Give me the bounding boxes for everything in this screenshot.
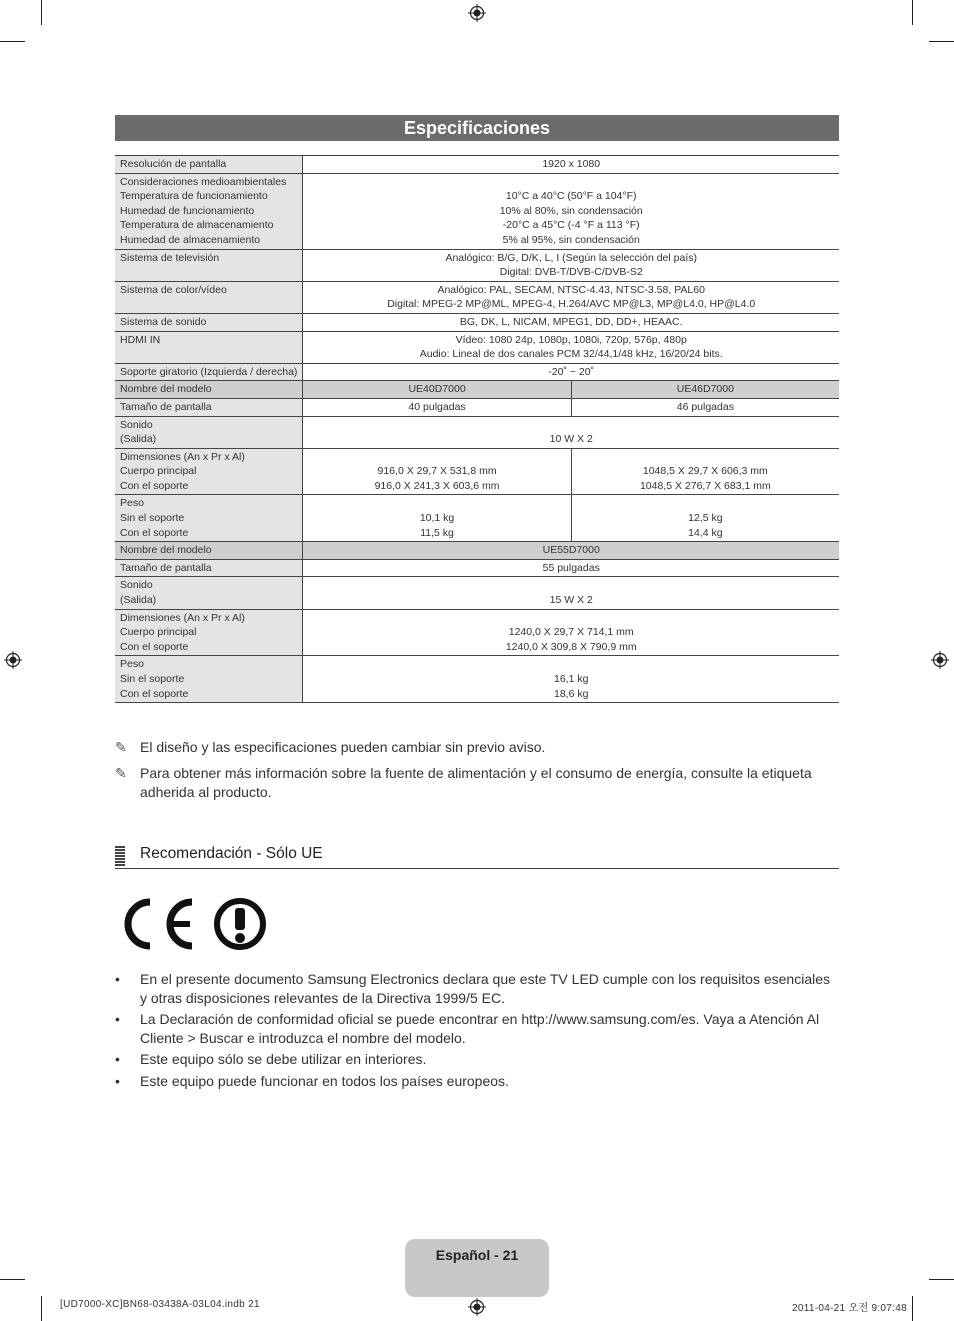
spec-row: [115, 559, 839, 577]
registration-mark-icon: [4, 651, 22, 669]
spec-label: [115, 156, 303, 174]
spec-table: [115, 155, 839, 703]
spec-label-line: Sistema de color/vídeo: [120, 283, 227, 296]
crop-mark: [0, 1279, 25, 1280]
spec-row: [115, 448, 839, 495]
spec-value: [303, 416, 839, 448]
spec-row: [115, 156, 839, 174]
crop-mark: [0, 41, 25, 42]
spec-value-line: 14,4 kg: [688, 526, 723, 539]
spec-label-line: Soporte giratorio (Izquierda / derecha): [120, 365, 298, 378]
spec-value-line: 1048,5 X 276,7 X 683,1 mm: [639, 479, 771, 492]
spec-value-line: [308, 611, 834, 626]
spec-value: [571, 381, 839, 399]
note-text: El diseño y las especificaciones pueden cambiar sin previo aviso.: [140, 739, 546, 755]
spec-row: [115, 577, 839, 609]
list-item-text: Este equipo sólo se debe utilizar en interiores.: [140, 1051, 427, 1067]
spec-value: [571, 448, 839, 495]
spec-value-line: Digital: MPEG-2 MP@ML, MPEG-4, H.264/AVC MP@L3, MP@L4.0, HP@L4.0: [387, 298, 756, 311]
spec-value: [303, 495, 571, 542]
section-header: [115, 843, 839, 869]
spec-row: [115, 363, 839, 381]
spec-label-line: Nombre del modelo: [120, 383, 212, 396]
spec-label-line: Humedad de almacenamiento: [120, 233, 261, 246]
crop-mark: [41, 1296, 42, 1321]
spec-label: [115, 173, 303, 249]
spec-value: [303, 398, 571, 416]
bullet-icon: •: [115, 1011, 120, 1027]
spec-row: [115, 656, 839, 703]
list-item: [115, 970, 839, 1007]
spec-value: [571, 495, 839, 542]
spec-value: [303, 363, 839, 381]
spec-label-line: Temperatura de funcionamiento: [120, 190, 268, 203]
spec-value-line: Digital: DVB-T/DVB-C/DVB-S2: [499, 266, 643, 279]
spec-label-line: Tamaño de pantalla: [120, 561, 212, 574]
spec-value-line: 55 pulgadas: [542, 561, 600, 574]
spec-value: [303, 609, 839, 656]
spec-label-line: Humedad de funcionamiento: [120, 204, 255, 217]
spec-value-line: 5% al 95%, sin condensación: [502, 233, 640, 246]
spec-value-line: [308, 578, 834, 593]
note-text: Para obtener más información sobre la fuente de alimentación y el consumo de energía, consulte la etiqueta adherida al producto.: [140, 765, 812, 800]
spec-value: [303, 559, 839, 577]
pencil-note-icon: ✎: [115, 765, 127, 781]
spec-value: [303, 448, 571, 495]
spec-value: [303, 577, 839, 609]
spec-value-line: [308, 657, 834, 672]
spec-value-line: Analógico: B/G, D/K, L, I (Según la selección del país): [445, 251, 697, 264]
spec-value-line: -20°C a 45°C (-4 °F a 113 °F): [502, 219, 640, 232]
spec-row: [115, 331, 839, 363]
spec-label-line: Sistema de televisión: [120, 251, 220, 264]
spec-value: [303, 331, 839, 363]
spec-label-line: Cuerpo principal: [120, 465, 197, 478]
spec-value-line: 1240,0 X 29,7 X 714,1 mm: [508, 626, 634, 639]
spec-row: [115, 281, 839, 313]
spec-label: [115, 398, 303, 416]
spec-value-line: UE55D7000: [542, 544, 600, 557]
spec-value-line: 916,0 X 241,3 X 603,6 mm: [374, 479, 500, 492]
spec-label-line: Sin el soporte: [120, 673, 185, 685]
spec-value-line: 40 pulgadas: [408, 400, 466, 413]
spec-value-line: 18,6 kg: [553, 687, 589, 700]
spec-value-line: 15 W X 2: [549, 594, 593, 607]
page-title: Especificaciones: [115, 115, 839, 141]
spec-value: [303, 249, 839, 281]
spec-value: [303, 542, 839, 560]
spec-label: [115, 495, 303, 542]
spec-label-line: HDMI IN: [120, 333, 161, 346]
footer-timestamp: 2011-04-21 오전 9:07:48: [792, 1303, 907, 1314]
crop-mark: [912, 0, 913, 25]
spec-value-line: [308, 175, 834, 190]
registration-mark-icon: [468, 1298, 486, 1316]
list-item-text: Este equipo puede funcionar en todos los países europeos.: [140, 1072, 509, 1089]
spec-row: [115, 381, 839, 399]
spec-row: [115, 542, 839, 560]
spec-value-line: [577, 496, 834, 511]
list-item: [115, 1050, 839, 1069]
list-item: [115, 1072, 839, 1091]
spec-value: [303, 156, 839, 174]
page-number: Español - 21: [435, 1247, 519, 1263]
spec-label: [115, 281, 303, 313]
spec-label-line: Sin el soporte: [120, 512, 185, 525]
spec-value-line: 1920 x 1080: [542, 158, 601, 170]
spec-label-line: Nombre del modelo: [120, 544, 212, 557]
spec-row: [115, 495, 839, 542]
exclamation-circle-icon: [212, 896, 268, 952]
spec-label-line: Consideraciones medioambientales: [120, 175, 287, 188]
spec-label: [115, 542, 303, 560]
spec-label: [115, 656, 303, 703]
spec-label: [115, 448, 303, 495]
spec-label-line: Sistema de sonido: [120, 315, 207, 328]
spec-row: [115, 173, 839, 249]
spec-label-line: Con el soporte: [120, 640, 189, 653]
spec-label: [115, 249, 303, 281]
list-item-text: La Declaración de conformidad oficial se puede encontrar en http://www.samsung.com/es. Vaya a Atención Al Cliente > Buscar e introduzca el nombre del modelo.: [140, 1011, 820, 1046]
bullet-icon: •: [115, 971, 120, 987]
spec-label-line: Con el soporte: [120, 687, 189, 700]
list-item: [115, 1010, 839, 1047]
spec-value-line: 1240,0 X 309,8 X 790,9 mm: [505, 640, 637, 653]
spec-row: [115, 249, 839, 281]
section-title: Recomendación - Sólo UE: [140, 845, 323, 862]
spec-label-line: Con el soporte: [120, 479, 189, 492]
note-1: [115, 738, 546, 758]
spec-label: [115, 381, 303, 399]
spec-value-line: Vídeo: 1080 24p, 1080p, 1080i, 720p, 576p, 480p: [455, 333, 687, 346]
pencil-note-icon: ✎: [115, 739, 127, 755]
spec-value-line: Audio: Lineal de dos canales PCM 32/44,1/48 kHz, 16/20/24 bits.: [419, 348, 723, 361]
spec-value-line: 16,1 kg: [553, 673, 589, 685]
spec-label: [115, 416, 303, 448]
spec-label-line: Dimensiones (An x Pr x Al): [120, 611, 245, 624]
spec-value: [303, 173, 839, 249]
spec-value: [571, 398, 839, 416]
footer-file-info: [UD7000-XC]BN68-03438A-03L04.indb 21: [60, 1299, 260, 1310]
spec-value-line: UE40D7000: [408, 383, 466, 396]
spec-value-line: 10 W X 2: [549, 433, 593, 446]
spec-label: [115, 559, 303, 577]
spec-value-line: 46 pulgadas: [676, 400, 734, 413]
spec-value-line: [308, 496, 565, 511]
spec-row: [115, 313, 839, 331]
spec-label-line: Dimensiones (An x Pr x Al): [120, 450, 245, 463]
spec-value-line: [308, 418, 834, 433]
spec-value: [303, 281, 839, 313]
spec-label-line: (Salida): [120, 433, 157, 446]
bullet-icon: •: [115, 1051, 120, 1067]
spec-value: [303, 313, 839, 331]
spec-value: [303, 656, 839, 703]
spec-label-line: Sonido: [120, 418, 153, 431]
spec-label-line: Peso: [120, 497, 144, 510]
spec-label: [115, 577, 303, 609]
spec-value-line: 10,1 kg: [419, 512, 455, 525]
spec-value-line: -20˚ ~ 20˚: [548, 365, 595, 378]
spec-label: [115, 313, 303, 331]
page-number-tab: [405, 1239, 549, 1297]
spec-label-line: Temperatura de almacenamiento: [120, 219, 274, 232]
crop-mark: [929, 1279, 954, 1280]
section-marker-icon: [115, 846, 125, 866]
registration-mark-icon: [931, 651, 949, 669]
spec-row: [115, 609, 839, 656]
spec-row: [115, 416, 839, 448]
spec-value-line: 10% al 80%, sin condensación: [499, 204, 643, 217]
spec-value-line: Analógico: PAL, SECAM, NTSC-4.43, NTSC-3.58, PAL60: [437, 283, 705, 296]
note-2: [115, 764, 812, 804]
spec-label-line: (Salida): [120, 594, 157, 607]
list-item-text: En el presente documento Samsung Electronics declara que este TV LED cumple con los requisitos esenciales y otras disposiciones relevantes de la Directiva 1999/5 EC.: [140, 971, 831, 1006]
spec-label: [115, 609, 303, 656]
spec-value-line: [577, 450, 834, 465]
spec-label-line: Sonido: [120, 579, 153, 592]
spec-value-line: 12,5 kg: [688, 512, 723, 525]
crop-mark: [929, 41, 954, 42]
spec-value-line: 1048,5 X 29,7 X 606,3 mm: [642, 465, 768, 478]
spec-value-line: 10°C a 40°C (50°F a 104°F): [505, 190, 637, 203]
spec-label: [115, 331, 303, 363]
declaration-list: [115, 970, 839, 1093]
spec-label-line: Con el soporte: [120, 526, 189, 539]
ce-mark-icon: [118, 896, 200, 952]
spec-label-line: Peso: [120, 658, 144, 671]
spec-value-line: [308, 450, 565, 465]
certification-logos: [118, 896, 268, 957]
spec-label-line: Resolución de pantalla: [120, 158, 227, 170]
spec-row: [115, 398, 839, 416]
bullet-icon: •: [115, 1072, 120, 1089]
spec-value-line: 11,5 kg: [420, 526, 454, 539]
spec-value-line: UE46D7000: [676, 383, 734, 396]
spec-label: [115, 363, 303, 381]
spec-value: [303, 381, 571, 399]
crop-mark: [912, 1296, 913, 1321]
spec-value-line: BG, DK, L, NICAM, MPEG1, DD, DD+, HEAAC.: [459, 315, 683, 328]
spec-label-line: Cuerpo principal: [120, 626, 197, 639]
crop-mark: [41, 0, 42, 25]
spec-label-line: Tamaño de pantalla: [120, 400, 212, 413]
spec-value-line: 916,0 X 29,7 X 531,8 mm: [377, 465, 497, 478]
registration-mark-icon: [468, 4, 486, 22]
